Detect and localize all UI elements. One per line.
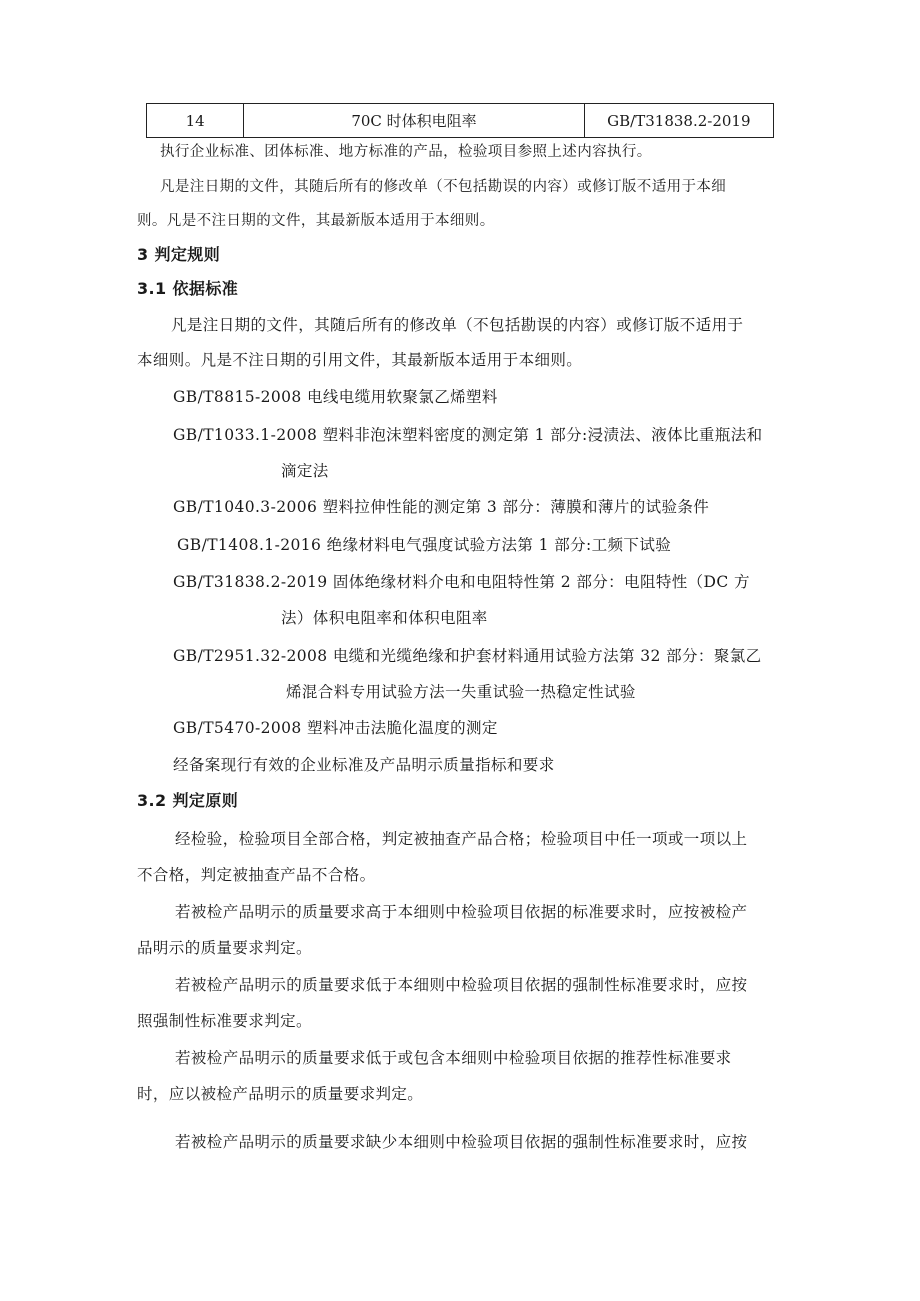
reference-standard-5-continued: 法）体积电阻率和体积电阻率 xyxy=(281,609,488,627)
principle-1-line-1: 经检验，检验项目全部合格，判定被抽查产品合格；检验项目中任一项或一项以上 xyxy=(175,830,748,848)
reference-standard-2: GB/T1033.1-2008 塑料非泡沫塑料密度的测定第 1 部分:浸渍法、液体比重瓶法和 xyxy=(173,426,763,444)
inspection-items-table xyxy=(146,103,774,138)
reference-standard-8: 经备案现行有效的企业标准及产品明示质量指标和要求 xyxy=(173,756,555,774)
dated-documents-note-line-2: 则。凡是不注日期的文件，其最新版本适用于本细则。 xyxy=(137,213,495,229)
principle-1-line-2: 不合格，判定被抽查产品不合格。 xyxy=(137,866,376,884)
reference-standard-6: GB/T2951.32-2008 电缆和光缆绝缘和护套材料通用试验方法第 32 部分：聚氯乙 xyxy=(173,647,762,665)
section-3-2-heading: 3.2 判定原则 xyxy=(137,791,239,810)
reference-standard-4: GB/T1408.1-2016 绝缘材料电气强度试验方法第 1 部分:工频下试验 xyxy=(177,536,672,554)
section-3-1-heading: 3.1 依据标准 xyxy=(137,279,239,298)
principle-5-line-1: 若被检产品明示的质量要求缺少本细则中检验项目依据的强制性标准要求时，应按 xyxy=(175,1133,748,1151)
basis-paragraph-line-1: 凡是注日期的文件，其随后所有的修改单（不包括勘误的内容）或修订版不适用于 xyxy=(171,316,744,334)
principle-4-line-1: 若被检产品明示的质量要求低于或包含本细则中检验项目依据的推荐性标准要求 xyxy=(175,1049,732,1067)
reference-standard-6-continued: 烯混合料专用试验方法一失重试验一热稳定性试验 xyxy=(286,683,636,701)
item-standard-cell: GB/T31838.2-2019 xyxy=(584,104,773,138)
principle-2-line-1: 若被检产品明示的质量要求高于本细则中检验项目依据的标准要求时，应按被检产 xyxy=(175,903,748,921)
reference-standard-7: GB/T5470-2008 塑料冲击法脆化温度的测定 xyxy=(173,719,498,737)
reference-standard-2-continued: 滴定法 xyxy=(281,462,329,480)
principle-4-line-2: 时，应以被检产品明示的质量要求判定。 xyxy=(137,1085,424,1103)
basis-paragraph-line-2: 本细则。凡是不注日期的引用文件，其最新版本适用于本细则。 xyxy=(137,351,583,369)
section-3-heading: 3 判定规则 xyxy=(137,245,221,264)
table-row xyxy=(147,104,774,138)
principle-3-line-1: 若被检产品明示的质量要求低于本细则中检验项目依据的强制性标准要求时，应按 xyxy=(175,976,748,994)
principle-2-line-2: 品明示的质量要求判定。 xyxy=(137,939,312,957)
reference-standard-1: GB/T8815-2008 电线电缆用软聚氯乙烯塑料 xyxy=(173,388,498,406)
principle-3-line-2: 照强制性标准要求判定。 xyxy=(137,1012,312,1030)
reference-standard-3: GB/T1040.3-2006 塑料拉伸性能的测定第 3 部分：薄膜和薄片的试验条件 xyxy=(173,498,710,516)
item-name-cell: 70C 时体积电阻率 xyxy=(244,104,584,138)
dated-documents-note-line-1: 凡是注日期的文件，其随后所有的修改单（不包括勘误的内容）或修订版不适用于本细 xyxy=(160,179,727,195)
execution-note: 执行企业标准、团体标准、地方标准的产品，检验项目参照上述内容执行。 xyxy=(160,144,652,160)
item-number-cell: 14 xyxy=(147,104,244,138)
reference-standard-5: GB/T31838.2-2019 固体绝缘材料介电和电阻特性第 2 部分：电阻特性（DC 方 xyxy=(173,573,750,591)
